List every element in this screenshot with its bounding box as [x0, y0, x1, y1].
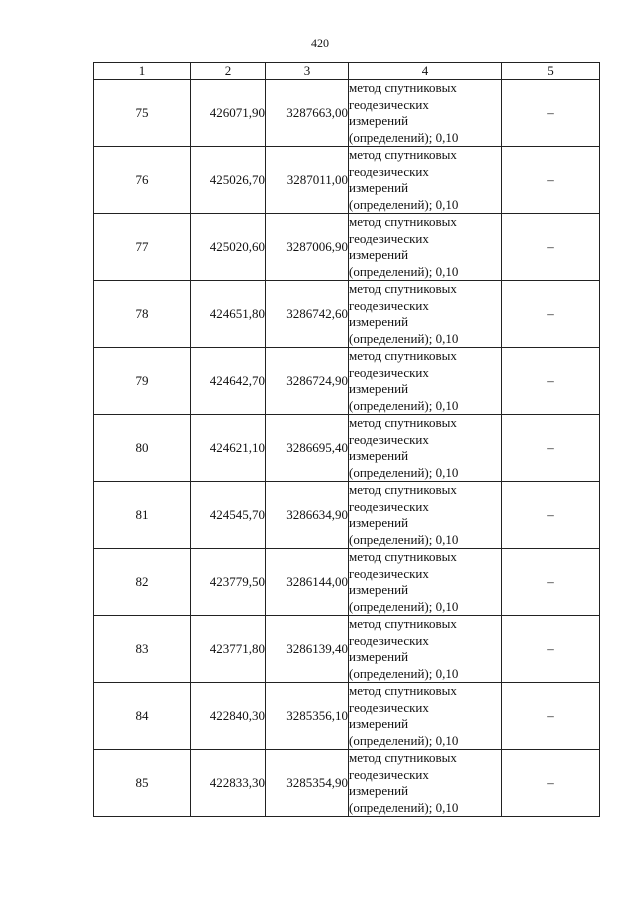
table-row — [94, 348, 600, 415]
method-cell — [349, 147, 502, 214]
point-number-cell: 83 — [94, 616, 191, 683]
point-number-cell: 75 — [94, 80, 191, 147]
table-row — [94, 683, 600, 750]
method-line: измерений — [349, 381, 409, 396]
note-cell: – — [502, 549, 600, 616]
y-coordinate-cell: 3286144,00 — [266, 549, 349, 616]
y-coordinate-cell: 3285356,10 — [266, 683, 349, 750]
method-line: измерений — [349, 314, 409, 329]
point-number-cell: 82 — [94, 549, 191, 616]
method-line: метод спутниковых — [349, 214, 457, 229]
method-line: измерений — [349, 783, 409, 798]
method-cell — [349, 214, 502, 281]
method-line: измерений — [349, 247, 409, 262]
method-line: геодезических — [349, 163, 429, 179]
method-line: (определений); 0,10 — [349, 129, 459, 145]
coordinates-table — [93, 62, 600, 817]
method-cell — [349, 750, 502, 817]
point-number-cell: 79 — [94, 348, 191, 415]
y-coordinate-cell: 3286724,90 — [266, 348, 349, 415]
point-number-cell: 78 — [94, 281, 191, 348]
method-line: геодезических — [349, 766, 429, 782]
note-cell: – — [502, 415, 600, 482]
method-cell — [349, 616, 502, 683]
y-coordinate-cell: 3286695,40 — [266, 415, 349, 482]
y-coordinate-cell: 3287663,00 — [266, 80, 349, 147]
table-row — [94, 750, 600, 817]
y-coordinate-cell: 3287011,00 — [266, 147, 349, 214]
method-line: геодезических — [349, 364, 429, 380]
point-number-cell: 80 — [94, 415, 191, 482]
x-coordinate-cell: 424621,10 — [191, 415, 266, 482]
x-coordinate-cell: 423779,50 — [191, 549, 266, 616]
method-line: измерений — [349, 448, 409, 463]
note-cell: – — [502, 482, 600, 549]
method-line: (определений); 0,10 — [349, 196, 459, 212]
method-line: метод спутниковых — [349, 348, 457, 363]
note-cell: – — [502, 147, 600, 214]
method-line: измерений — [349, 515, 409, 530]
x-coordinate-cell: 424545,70 — [191, 482, 266, 549]
method-line: измерений — [349, 113, 409, 128]
note-cell: – — [502, 348, 600, 415]
note-cell: – — [502, 214, 600, 281]
method-line: метод спутниковых — [349, 482, 457, 497]
column-header-1: 1 — [94, 63, 191, 80]
point-number-cell: 77 — [94, 214, 191, 281]
method-line: геодезических — [349, 96, 429, 112]
point-number-cell: 84 — [94, 683, 191, 750]
table-row — [94, 616, 600, 683]
method-cell — [349, 482, 502, 549]
method-cell — [349, 683, 502, 750]
method-line: геодезических — [349, 498, 429, 514]
table-row — [94, 281, 600, 348]
method-line: метод спутниковых — [349, 281, 457, 296]
table-row — [94, 147, 600, 214]
method-line: (определений); 0,10 — [349, 531, 459, 547]
x-coordinate-cell: 425026,70 — [191, 147, 266, 214]
column-header-5: 5 — [502, 63, 600, 80]
point-number-cell: 85 — [94, 750, 191, 817]
table-row — [94, 549, 600, 616]
point-number-cell: 81 — [94, 482, 191, 549]
table-row — [94, 80, 600, 147]
method-line: (определений); 0,10 — [349, 397, 459, 413]
point-number-cell: 76 — [94, 147, 191, 214]
method-line: метод спутниковых — [349, 415, 457, 430]
page-number: 420 — [311, 36, 329, 50]
x-coordinate-cell: 426071,90 — [191, 80, 266, 147]
method-line: метод спутниковых — [349, 549, 457, 564]
column-header-3: 3 — [266, 63, 349, 80]
method-cell — [349, 549, 502, 616]
x-coordinate-cell: 423771,80 — [191, 616, 266, 683]
method-line: (определений); 0,10 — [349, 732, 459, 748]
y-coordinate-cell: 3286634,90 — [266, 482, 349, 549]
x-coordinate-cell: 425020,60 — [191, 214, 266, 281]
method-line: измерений — [349, 716, 409, 731]
method-line: (определений); 0,10 — [349, 330, 459, 346]
method-line: метод спутниковых — [349, 80, 457, 95]
method-line: (определений); 0,10 — [349, 665, 459, 681]
table-row — [94, 415, 600, 482]
method-cell — [349, 281, 502, 348]
method-cell — [349, 348, 502, 415]
y-coordinate-cell: 3285354,90 — [266, 750, 349, 817]
method-line: геодезических — [349, 632, 429, 648]
method-line: измерений — [349, 582, 409, 597]
table-row — [94, 214, 600, 281]
x-coordinate-cell: 422833,30 — [191, 750, 266, 817]
x-coordinate-cell: 424642,70 — [191, 348, 266, 415]
column-header-4: 4 — [349, 63, 502, 80]
note-cell: – — [502, 281, 600, 348]
y-coordinate-cell: 3286139,40 — [266, 616, 349, 683]
note-cell: – — [502, 683, 600, 750]
x-coordinate-cell: 422840,30 — [191, 683, 266, 750]
method-line: геодезических — [349, 565, 429, 581]
method-line: (определений); 0,10 — [349, 263, 459, 279]
method-cell — [349, 80, 502, 147]
method-line: измерений — [349, 180, 409, 195]
method-line: метод спутниковых — [349, 750, 457, 765]
method-line: (определений); 0,10 — [349, 598, 459, 614]
method-cell — [349, 415, 502, 482]
method-line: метод спутниковых — [349, 147, 457, 162]
column-header-2: 2 — [191, 63, 266, 80]
method-line: измерений — [349, 649, 409, 664]
note-cell: – — [502, 750, 600, 817]
method-line: метод спутниковых — [349, 683, 457, 698]
table-header-row — [94, 63, 600, 80]
method-line: геодезических — [349, 699, 429, 715]
y-coordinate-cell: 3287006,90 — [266, 214, 349, 281]
y-coordinate-cell: 3286742,60 — [266, 281, 349, 348]
method-line: геодезических — [349, 431, 429, 447]
x-coordinate-cell: 424651,80 — [191, 281, 266, 348]
method-line: геодезических — [349, 230, 429, 246]
note-cell: – — [502, 80, 600, 147]
note-cell: – — [502, 616, 600, 683]
method-line: геодезических — [349, 297, 429, 313]
method-line: метод спутниковых — [349, 616, 457, 631]
table-row — [94, 482, 600, 549]
method-line: (определений); 0,10 — [349, 464, 459, 480]
method-line: (определений); 0,10 — [349, 799, 459, 815]
